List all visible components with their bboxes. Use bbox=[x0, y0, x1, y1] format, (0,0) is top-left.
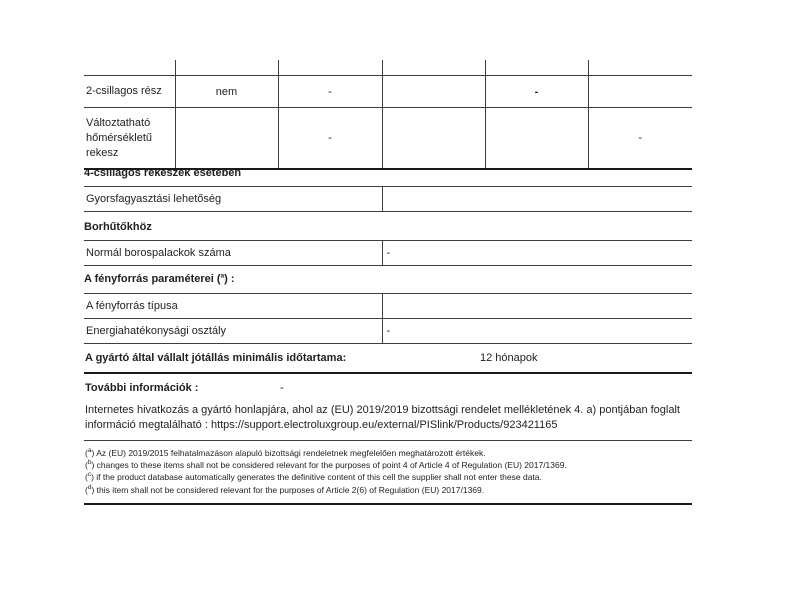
separator-line bbox=[84, 440, 692, 441]
footnote-marker: c bbox=[87, 471, 92, 479]
footnote-text: changes to these items shall not be considered relevant for the purposes of point 4 of Article 4 of Regulation (EU) 2017/1369. bbox=[96, 460, 567, 471]
wine-bottles-row bbox=[84, 240, 692, 266]
row-label: A fényforrás típusa bbox=[84, 294, 382, 319]
row-value bbox=[382, 187, 692, 212]
footnote-c: ($^c$) if the product database automatically generates the definitive content of this cell the supplier shall not enter these data. bbox=[85, 471, 542, 483]
cell-value bbox=[588, 76, 692, 108]
footnote-text: Az (EU) 2019/2015 felhatalmazáson alapuló bizottsági rendeletnek megfelelően meghatározott értékek. bbox=[96, 448, 486, 458]
empty-cell bbox=[382, 60, 485, 76]
footnote-marker: b bbox=[87, 459, 92, 467]
footnote-b: ($^b$) changes to these items shall not be considered relevant for the purposes of point 4 of Article 4 of Regulation (EU) 2017/1369. bbox=[85, 459, 567, 471]
cell-value bbox=[382, 108, 485, 170]
empty-cell bbox=[588, 60, 692, 76]
empty-cell bbox=[175, 60, 278, 76]
cell-value bbox=[485, 108, 588, 170]
section-header-four-star: 4-csillagos rekeszek esetében bbox=[84, 167, 242, 179]
row-label: Változtatható hőmérsékletű rekesz bbox=[84, 108, 175, 170]
footnote-ref-a: a bbox=[220, 272, 225, 280]
cell-value: - bbox=[485, 76, 588, 108]
footnote-text: if the product database automatically generates the definitive content of this cell the supplier shall not enter these data. bbox=[96, 472, 542, 483]
empty-cell bbox=[84, 60, 175, 76]
document-sheet bbox=[84, 0, 692, 600]
section-header-light-source bbox=[84, 272, 235, 286]
footnote-marker: d bbox=[87, 483, 92, 491]
more-info-value: - bbox=[280, 382, 284, 394]
row-label: 2-csillagos rész bbox=[84, 76, 175, 108]
more-info-label: További információk : bbox=[85, 382, 199, 394]
footnote-d: ($^d$) this item shall not be considered relevant for the purposes of Article 2(6) of Regulation (EU) 2017/1369. bbox=[85, 483, 485, 495]
header-text: ) : bbox=[224, 273, 235, 285]
footnote-marker: a bbox=[87, 447, 92, 455]
section-header-wine: Borhűtőkhöz bbox=[84, 221, 152, 233]
footnotes-block bbox=[85, 447, 691, 496]
table-row-empty bbox=[84, 60, 692, 76]
light-source-rows bbox=[84, 293, 692, 344]
empty-cell bbox=[278, 60, 382, 76]
table-row-two-star bbox=[84, 76, 692, 108]
cell-value bbox=[382, 76, 485, 108]
cell-value: - bbox=[278, 108, 382, 170]
footnote-text: this item shall not be considered relevant for the purposes of Article 2(6) of Regulation (EU) 2017/1369. bbox=[96, 484, 485, 495]
manufacturer-link-paragraph bbox=[85, 403, 691, 433]
quick-freeze-row bbox=[84, 186, 692, 212]
cell-value: - bbox=[588, 108, 692, 170]
footnote-a: ($^a$) Az (EU) 2019/2015 felhatalmazáson alapuló bizottsági rendeletnek megfelelően meghatározott értékek. bbox=[85, 447, 486, 458]
warranty-value: 12 hónapok bbox=[480, 352, 538, 364]
cell-value bbox=[175, 108, 278, 170]
header-text: A fényforrás paraméterei ( bbox=[84, 273, 221, 285]
row-label: Normál borospalackok száma bbox=[84, 241, 382, 266]
cell-value: nem bbox=[175, 76, 278, 108]
table-row-variable-temp bbox=[84, 108, 692, 170]
row-label: Gyorsfagyasztási lehetőség bbox=[84, 187, 382, 212]
cell-value: - bbox=[278, 76, 382, 108]
compartment-table bbox=[84, 60, 692, 170]
row-value: - bbox=[382, 241, 692, 266]
row-label: Energiahatékonysági osztály bbox=[84, 319, 382, 344]
paragraph-line-with-url: információ megtalálható : https://support.electroluxgroup.eu/external/PISlink/Products/923421165 bbox=[85, 419, 558, 431]
row-value bbox=[382, 294, 692, 319]
paragraph-line: Internetes hivatkozás a gyártó honlapjára, ahol az (EU) 2019/2019 bizottsági rendelet mellékletének 4. a) pontjában foglalt bbox=[85, 404, 680, 416]
warranty-row bbox=[84, 345, 692, 374]
row-value: - bbox=[382, 319, 692, 344]
empty-cell bbox=[485, 60, 588, 76]
bottom-border-line bbox=[84, 503, 692, 505]
warranty-label: A gyártó által vállalt jótállás minimális időtartama: bbox=[85, 352, 347, 364]
